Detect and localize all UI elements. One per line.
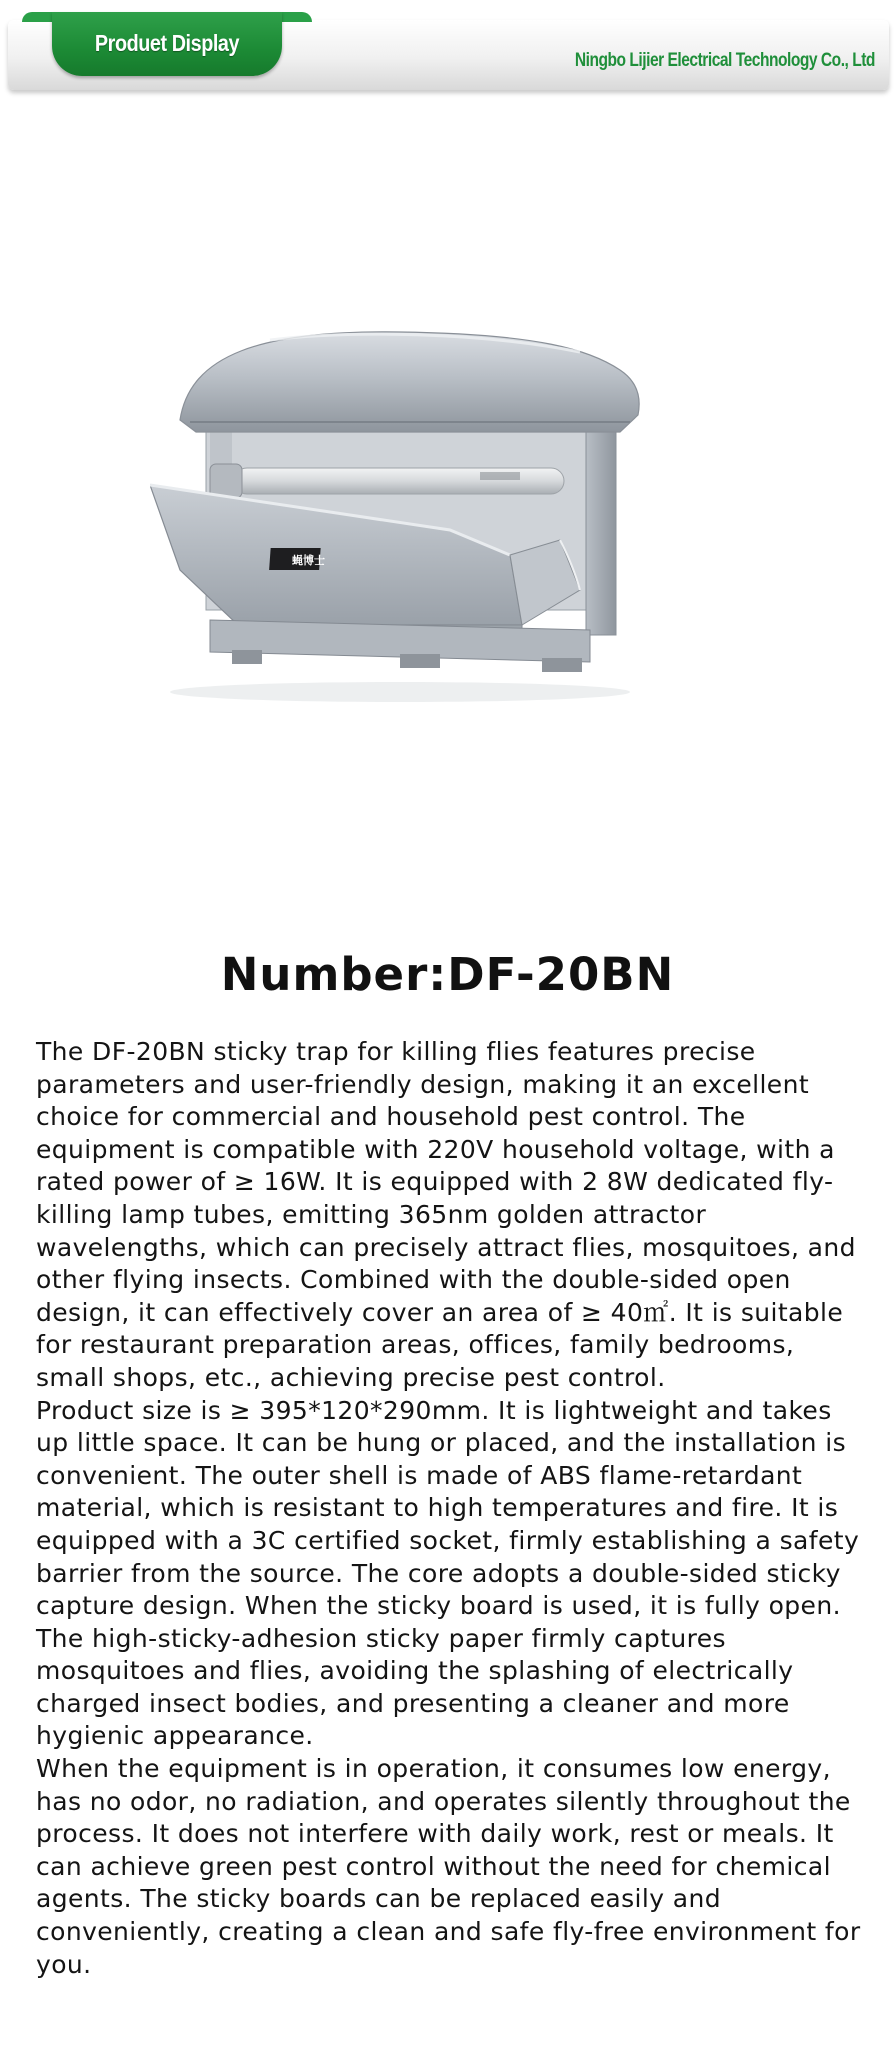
product-description [36, 1036, 871, 1981]
product-image [150, 300, 740, 760]
description-paragraph: The DF-20BN sticky trap for killing flies features precise parameters and user-friendly design, making it an excellent choice for commercial and household pest control. The equipment is compatible with 220V household voltage, with a rated power of ≥ 16W. It is equipped with 2 8W dedicated fly-killing lamp tubes, emitting 365nm golden attractor wavelengths, which can precisely attract flies, mosquitoes, and other flying insects. Combined with the double-sided open design, it can effectively cover an area of ≥ 40㎡. It is suitable for restaurant preparation areas, offices, family bedrooms, small shops, etc., achieving precise pest control. [36, 1037, 856, 1392]
description-paragraph: Product size is ≥ 395*120*290mm. It is lightweight and takes up little space. It can be hung or placed, and the installation is convenient. The outer shell is made of ABS flame-retardant material, which is resistant to high temperatures and fire. It is equipped with a 3C certified socket, firmly establishing a safety barrier from the source. The core adopts a double-sided sticky capture design. When the sticky board is used, it is fully open. The high-sticky-adhesion sticky paper firmly captures mosquitoes and flies, avoiding the splashing of electrically charged insect bodies, and presenting a cleaner and more hygienic appearance. [36, 1395, 860, 1751]
description-paragraph: When the equipment is in operation, it consumes low energy, has no odor, no radiation, and operates silently throughout the process. It does not interfere with daily work, rest or meals. It can achieve green pest control without the need for chemical agents. The sticky boards can be replaced easily and conveniently, creating a clean and safe fly-free environment for you. [36, 1754, 861, 1979]
number-label: Number [220, 948, 429, 1001]
lamp-tube [210, 464, 564, 498]
product-number [0, 948, 895, 1001]
brand-badge [269, 548, 325, 570]
number-value: DF-20BN [447, 948, 675, 1001]
header-tab-label: Produet Display [94, 30, 240, 56]
number-separator: : [428, 948, 448, 1001]
company-name: Ningbo Lijier Electrical Technology Co., Ltd [574, 50, 875, 71]
base [210, 620, 590, 672]
svg-text:蝇博士: 蝇博士 [292, 554, 325, 567]
top-cover [180, 332, 639, 432]
